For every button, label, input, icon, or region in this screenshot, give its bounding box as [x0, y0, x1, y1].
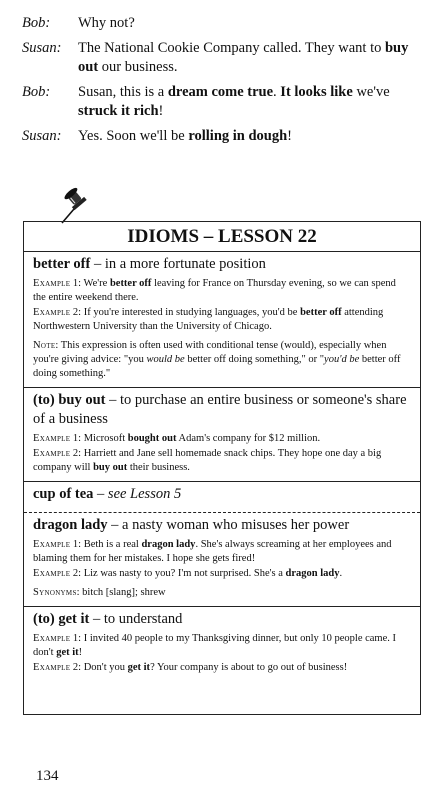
idiom-heading — [33, 255, 411, 274]
idiom-highlight: buy out — [78, 40, 409, 75]
idioms-lesson-box — [23, 221, 421, 715]
example-line — [33, 447, 411, 475]
idiom-heading — [33, 391, 411, 429]
idiom-entry — [24, 252, 420, 388]
idiom-heading — [33, 485, 411, 504]
idiom-highlight: dream come true — [167, 84, 274, 100]
text-segment: Adam's company for $12 million. — [176, 433, 321, 444]
dialogue-line — [22, 39, 422, 77]
cross-reference: see Lesson 5 — [107, 486, 182, 502]
idiom-entry — [24, 388, 420, 482]
text-segment: 1: I invited 40 people to my Thanksgiving dinner, but only 10 people came. I don't — [33, 633, 396, 658]
idiom-heading — [33, 610, 411, 629]
speech-text — [78, 14, 422, 33]
text-segment: 1: Microsoft — [70, 433, 128, 444]
example-label: Example — [33, 307, 71, 318]
idiom-term: better off — [33, 256, 91, 272]
text-segment: : bitch [slang]; shrew — [76, 587, 166, 598]
text-segment: 2: Harriett and Jane sell homemade snack chips. They hope one day a big company will — [33, 448, 382, 473]
text-segment: would be — [146, 354, 185, 365]
idiom-highlight: dragon lady — [285, 568, 340, 579]
pushpin-icon — [58, 186, 94, 226]
text-segment: ! — [158, 103, 164, 119]
example-line — [33, 538, 411, 566]
text-segment: The National Cookie Company called. They want to — [78, 40, 385, 56]
idiom-highlight: better off — [300, 307, 342, 318]
text-segment: ! — [78, 647, 83, 658]
speech-text — [78, 39, 422, 77]
idiom-highlight: better off — [109, 278, 152, 289]
speech-text — [78, 127, 422, 146]
example-label: Example — [33, 633, 71, 644]
idiom-term: (to) buy out — [33, 392, 106, 408]
idiom-definition: – to understand — [89, 611, 183, 627]
example-label: Example — [33, 662, 71, 673]
speaker-name: Bob: — [22, 84, 51, 100]
text-segment: 2: Don't you — [70, 662, 128, 673]
speaker-name: Susan: — [22, 128, 62, 144]
example-label: Example — [33, 539, 71, 550]
speech-text — [78, 83, 422, 121]
text-segment: : This expression is often used with conditional tense (would), especially when you're giving advice: "you — [33, 340, 387, 365]
text-segment: Susan, this is a — [78, 84, 168, 100]
example-label: Example — [33, 278, 71, 289]
example-line — [33, 277, 411, 305]
idiom-highlight: get it — [127, 662, 151, 673]
example-line — [33, 567, 411, 581]
idiom-entries — [24, 252, 420, 681]
idiom-term: cup of tea — [33, 486, 94, 502]
idiom-entry — [24, 513, 420, 607]
text-segment: Why not? — [78, 15, 135, 31]
idiom-highlight: get it — [56, 647, 79, 658]
text-segment: Yes. Soon we'll be — [78, 128, 189, 144]
text-segment: . — [273, 84, 281, 100]
example-line — [33, 632, 411, 660]
text-segment: you'd be — [324, 354, 360, 365]
dialogue — [22, 14, 422, 152]
text-segment: . — [339, 568, 343, 579]
idiom-highlight: struck it rich — [78, 103, 159, 119]
text-segment: 2: Liz was nasty to you? I'm not surprised. She's a — [70, 568, 286, 579]
example-line — [33, 306, 411, 334]
text-segment: 2: If you're interested in studying languages, you'd be — [70, 307, 301, 318]
note-line — [33, 339, 411, 381]
text-segment: 1: Beth is a real — [70, 539, 142, 550]
example-label: Note — [33, 340, 56, 351]
text-segment: 1: We're — [70, 278, 110, 289]
text-segment: better off doing something," or " — [184, 354, 325, 365]
lesson-title: IDIOMS – LESSON 22 — [24, 222, 420, 252]
idiom-highlight: It looks like — [280, 84, 353, 100]
text-segment: ! — [287, 128, 293, 144]
idiom-definition: – to purchase an entire business or someone's share of a business — [33, 392, 407, 427]
text-segment: their business. — [127, 462, 190, 473]
idiom-term: (to) get it — [33, 611, 90, 627]
example-label: Synonyms — [33, 587, 77, 598]
text-segment: ? Your company is about to go out of business! — [150, 662, 348, 673]
idiom-highlight: bought out — [127, 433, 177, 444]
dialogue-line — [22, 83, 422, 121]
idiom-highlight: buy out — [93, 462, 128, 473]
idiom-definition: – — [93, 486, 108, 502]
speaker-name: Susan: — [22, 40, 62, 56]
idiom-definition: – in a more fortunate position — [90, 256, 266, 272]
dialogue-line — [22, 14, 422, 33]
idiom-entry — [24, 482, 420, 513]
page-number: 134 — [36, 768, 59, 784]
dialogue-line — [22, 127, 422, 146]
example-line — [33, 661, 411, 675]
text-segment: our business. — [98, 59, 178, 75]
idiom-term: dragon lady — [33, 517, 108, 533]
text-segment: . She's always screaming at her employees and blaming them for her mistakes. I hope she gets fired! — [33, 539, 392, 564]
idiom-highlight: dragon lady — [141, 539, 196, 550]
example-label: Example — [33, 433, 71, 444]
example-label: Example — [33, 448, 71, 459]
idiom-entry — [24, 607, 420, 681]
example-line — [33, 432, 411, 446]
speaker-name: Bob: — [22, 15, 51, 31]
idiom-definition: – a nasty woman who misuses her power — [107, 517, 350, 533]
text-segment: we've — [352, 84, 390, 100]
text-segment: attending Northwestern University than the University of Chicago. — [33, 307, 384, 332]
text-segment: leaving for France on Thursday evening, so we can spend the entire weekend there. — [33, 278, 396, 303]
example-label: Example — [33, 568, 71, 579]
idiom-highlight: rolling in dough — [188, 128, 288, 144]
text-segment: better off doing something." — [33, 354, 401, 379]
idiom-heading — [33, 516, 411, 535]
note-line — [33, 586, 411, 600]
